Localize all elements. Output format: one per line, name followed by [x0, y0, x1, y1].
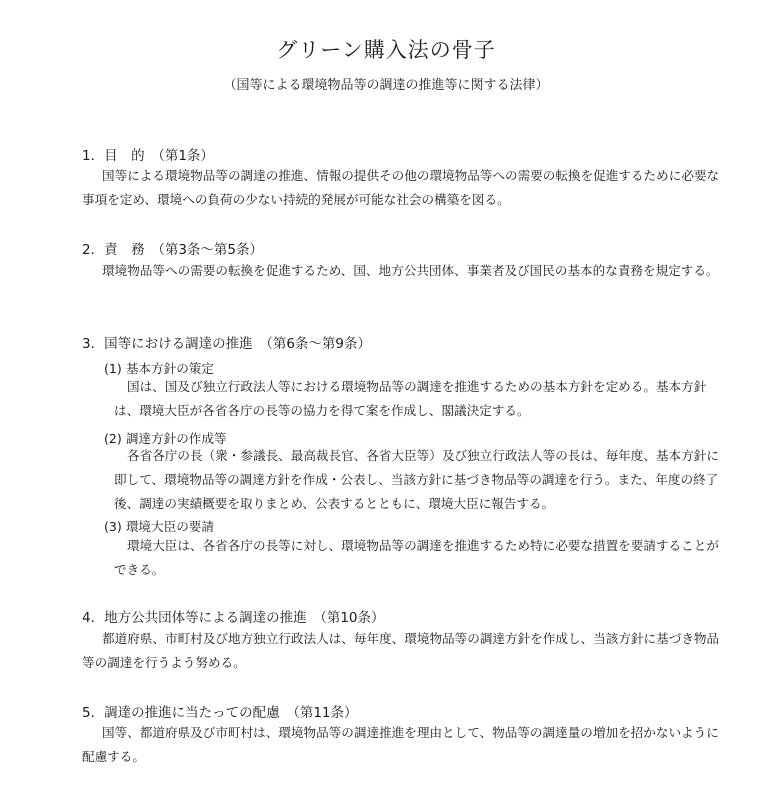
page-title: グリーン購入法の骨子 [276, 38, 496, 62]
section-2-heading: 2．責 務 （第3条～第5条） [82, 242, 264, 258]
section-4-body: 都道府県、市町村及び地方独立行政法人は、毎年度、環境物品等の調達方針を作成し、当該方針に基づき物品等の調達を行うよう努める。 [82, 631, 720, 670]
section-4-heading: 4．地方公共団体等による調達の推進 （第10条） [82, 610, 385, 626]
section-3-2-heading: (2) 調達方針の作成等 [104, 431, 227, 446]
section-1-body: 国等による環境物品等の調達の推進、情報の提供その他の環境物品等への需要の転換を促進するために必要な事項を定め、環境への負荷の少ない持続的発展が可能な社会の構築を図る。 [82, 168, 720, 207]
section-5-heading: 5．調達の推進に当たっての配慮 （第11条） [82, 705, 358, 721]
section-3-3-heading: (3) 環境大臣の要請 [104, 519, 214, 534]
section-3-1-body: 国は、国及び独立行政法人等における環境物品等の調達を推進するための基本方針を定める。基本方針は、環境大臣が各省各庁の長等の協力を得て案を作成し、閣議決定する。 [114, 379, 707, 418]
page-subtitle: （国等による環境物品等の調達の推進等に関する法律） [223, 78, 549, 93]
section-5-body: 国等、都道府県及び市町村は、環境物品等の調達推進を理由として、物品等の調達量の増加を招かないように配慮する。 [82, 725, 719, 764]
section-1-heading: 1．目 的 （第1条） [82, 148, 214, 164]
section-3-2-body: 各省各庁の長（衆・参議長、最高裁長官、各省大臣等）及び独立行政法人等の長は、毎年度、基本方針に即して、環境物品等の調達方針を作成・公表し、当該方針に基づき物品等の調達を行う。また、年度の終了後、調達の実績概要を取りまとめ、公表するとともに、環境大臣に報告する。 [114, 448, 719, 511]
section-3-heading: 3．国等における調達の推進 （第6条～第9条） [82, 336, 372, 352]
section-3-1-heading: (1) 基本方針の策定 [104, 361, 214, 376]
section-2-body: 環境物品等への需要の転換を促進するため、国、地方公共団体、事業者及び国民の基本的な責務を規定する。 [102, 263, 719, 278]
section-3-3-body: 環境大臣は、各省各庁の長等に対し、環境物品等の調達を推進するため特に必要な措置を要請することができる。 [114, 538, 719, 577]
